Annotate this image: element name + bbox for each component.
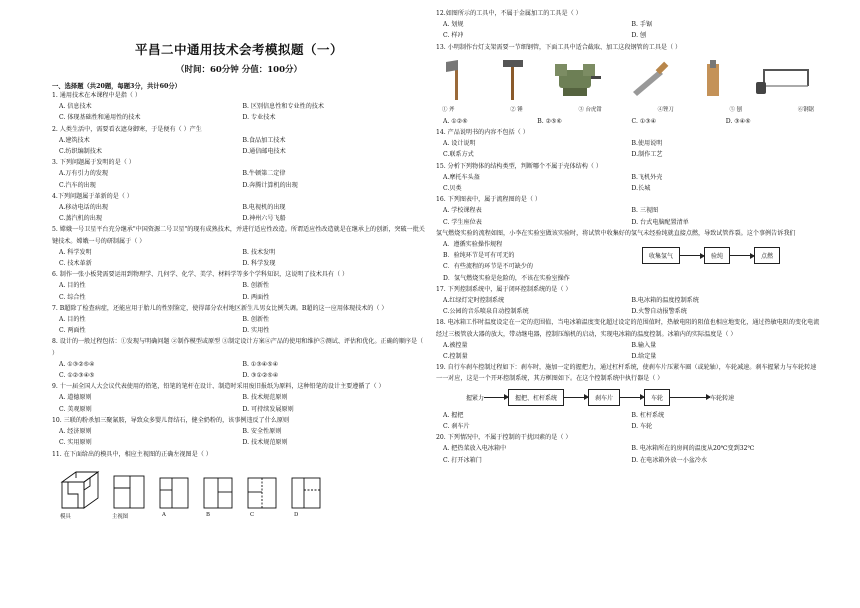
q13-tool-captions <box>442 105 814 113</box>
option: D. 车轮 <box>631 422 653 430</box>
question-stem: 11. 在下面给出的模具中，相应主视图的正确左视图是（ ） <box>52 450 212 458</box>
option: C. 技术革新 <box>59 260 92 268</box>
option: A.建筑技术 <box>59 136 90 144</box>
option: A.被控量 <box>443 341 468 349</box>
option: C. ①②③④⑤ <box>59 372 95 380</box>
option: B. 手锯 <box>631 21 653 29</box>
option: B. ①③④⑤④ <box>242 360 279 368</box>
option: B.使用说明 <box>631 140 663 148</box>
option: B. ②⑤⑥ <box>537 117 562 125</box>
question-stem: 17. 下列控制系统中，属于闭环控制系统的是（ ） <box>436 285 572 293</box>
option: D.长城 <box>631 185 651 193</box>
option-grid <box>52 280 426 302</box>
option-c-figure <box>246 474 278 510</box>
option: D. 两面性 <box>242 293 270 301</box>
question-stem: 7. B超除了检查病症，还能应用于胎儿的性别鉴定，使得部分农村地区新生儿男女比例失调。B超的这一应用体现技术的（ ） <box>52 304 388 312</box>
left-question-list <box>52 90 426 460</box>
bench-vise-icon <box>553 56 603 102</box>
option-a-figure <box>158 474 190 510</box>
question-stem: 6. 制作一张小板凳需要运用到物理学、几何学、化学、美学、材料学等多个学科知识，这说明了技术具有（ ） <box>52 271 349 279</box>
question-stem: 2. 人类生活中，需要看衣遮身御寒，于是便有（ ）产生 <box>52 125 202 133</box>
option: C.纺织编制技术 <box>59 148 102 156</box>
option: C.联系方式 <box>443 151 474 159</box>
option-d-figure <box>290 474 322 510</box>
option: A. 学校课程表 <box>443 207 482 215</box>
option: C.公园的音乐喷泉自动控制系统 <box>443 308 529 316</box>
question-stem: 14. 产品说明书的内容不包括（ ） <box>436 129 529 137</box>
flow-arrow <box>564 397 588 398</box>
option-grid <box>436 138 820 160</box>
question-stem: 氢气燃烧实验的流程如图，小李在实验室做该实验时，将试管中收集好的氢气未经验纯就直接点燃，导致试管炸裂。这个事例告诉我们 <box>436 229 796 237</box>
tool-caption-5: ⑤ 刨 <box>729 106 743 113</box>
question-stem: 9. 十一届全国人大会议代表使用的铅笔，铅笔的笔杆在设计、制造时采用废旧报纸为原料，这种铅笔的设计主要遵循了（ ） <box>52 383 385 391</box>
option: D. 可持续发展原则 <box>242 405 294 413</box>
question-stem: 20. 下列情况中，不属于控制的干扰因素的是（ ） <box>436 434 572 442</box>
option: D. 科学发现 <box>242 260 276 268</box>
option: C. 综合性 <box>59 293 86 301</box>
option-grid <box>52 392 426 414</box>
option: B. 安全性原则 <box>242 428 282 436</box>
option-grid <box>52 168 426 190</box>
option: A.摩托车头盔 <box>443 173 480 181</box>
option-grid <box>436 443 820 465</box>
option: D. ③①②⑤④ <box>242 372 279 380</box>
option-grid <box>52 101 426 123</box>
mold-isometric-figure <box>60 464 100 510</box>
q17-options <box>436 239 596 284</box>
plane-tool-icon <box>698 56 728 102</box>
option-grid <box>436 19 820 41</box>
flow-arrow <box>484 397 508 398</box>
option: D. 刨 <box>631 32 647 40</box>
brake-box-pad: 刹车片 <box>588 389 620 406</box>
option: C.汽车的出现 <box>59 181 96 189</box>
option-grid <box>436 205 820 227</box>
question-stem: 4.下列问题属于革新的是（ ） <box>52 192 133 200</box>
brake-input-label: 握紧力 <box>466 394 485 402</box>
option: B. 电冰箱所在的房间的温度从20℃变到32℃ <box>631 445 755 453</box>
option: D．氢气燃烧实验是危险的，不该在实验室操作 <box>443 274 570 282</box>
option: A. 科学发明 <box>59 248 92 256</box>
flow-box-ignite: 点燃 <box>754 247 780 264</box>
axe-icon <box>442 56 472 102</box>
right-question-list-d <box>436 410 820 466</box>
option: C. 美观原则 <box>59 405 92 413</box>
question-stem: 15. 分析下列物体的结构类型，判断哪个不属于壳体结构（ ） <box>436 162 602 170</box>
left-column <box>52 40 426 522</box>
option: C. 体现基础性和通用性的技术 <box>59 114 141 122</box>
option: A. 握把 <box>443 411 464 419</box>
exam-title: 平昌二中通用技术会考模拟题（一） <box>134 42 343 57</box>
option: D.通信邮电技术 <box>242 148 286 156</box>
option-grid <box>52 359 426 381</box>
brake-block-diagram <box>466 389 820 406</box>
tool-caption-3: ③ 台虎钳 <box>578 106 602 113</box>
option: A. ①③②⑤④ <box>59 360 95 368</box>
option: C. 样冲 <box>443 32 464 40</box>
flow-arrow <box>670 397 710 398</box>
question-stem: 3. 下列问题属于发明的是（ ） <box>52 159 135 167</box>
section-heading: 一、选择题（共20题，每题3分，共计60分） <box>52 83 181 90</box>
option-grid <box>52 202 426 224</box>
right-question-list-b <box>436 116 820 239</box>
question-stem: 8. 设计的一般过程包括：①发现与明确问题 ②制作模型或原型 ③制定设计方案④产品的使用和维护⑤测试、评估和优化。正确的顺序是（ ） <box>52 338 424 357</box>
q11-captions <box>60 512 426 520</box>
option: C．有些流程的环节是不可缺少的 <box>443 263 533 271</box>
option: D. 专业技术 <box>242 114 276 122</box>
option: C.控制量 <box>443 353 468 361</box>
caption-front-view: 主视图 <box>112 513 129 520</box>
question-stem: 19. 自行车刹车控制过程如下：刹车时，施加一定的握把力，通过杠杆系统，使刹车片压紧车圈（或轮轴），车轮减速。刹车握紧力与车轮转速一一对应，这是一个开环控制系统，其方框图如下。在这个控制系统中执行器是（ ） <box>436 364 817 383</box>
q11-figures <box>60 462 426 510</box>
option: B. 创新性 <box>242 316 270 324</box>
tool-caption-1: ① 斧 <box>442 106 455 113</box>
option: A.红绿灯定时控制系统 <box>443 297 505 305</box>
question-stem: 18. 电冰箱工作时温度设定在一定的范围值，当电冰箱温度变化超过设定的范围值时，热敏电阻的阻值也相应地变化，通过热敏电阻的变化电流经过三极管放大器的放大，带动继电器，控制压缩机的启动，实现电冰箱的温度控制。冰箱内的实际温度是（ ） <box>436 319 820 338</box>
flow-box-collect: 收集氢气 <box>642 247 680 264</box>
option: C. 打开冰箱门 <box>443 456 482 464</box>
brake-box-wheel: 车轮 <box>644 389 670 406</box>
flow-arrow <box>730 255 754 256</box>
option: B.电视机的出现 <box>242 204 286 212</box>
flow-box-verify: 验纯 <box>704 247 730 264</box>
tool-caption-4: ④锉刀 <box>657 106 674 113</box>
front-view-figure <box>112 470 146 510</box>
caption-mold: 模具 <box>60 513 71 520</box>
option: A. 道德原则 <box>59 394 92 402</box>
option: C. 实用原则 <box>59 439 92 447</box>
option: B.电冰箱的温度控制系统 <box>631 297 699 305</box>
question-stem: 13. 小明制作台灯支架需要一节细钢管，下面工具中适合截取、加工这段钢管的工具是（ ） <box>436 43 682 51</box>
question-stem: 5. 嫦娥一号卫星平台充分继承"中国资源二号卫星"的现有成熟技术，并进行适应性改造。所谓适应性改造就是在继承上的创新，突破一批关键技术。嫦娥一号的研制属于（ ） <box>52 226 425 245</box>
option-grid <box>52 135 426 157</box>
option-grid <box>436 340 820 362</box>
option: B.飞机外壳 <box>631 173 663 181</box>
right-question-list-a <box>436 8 820 53</box>
option-grid <box>52 314 426 336</box>
option: C. 学生座位表 <box>443 218 482 226</box>
option: A. 目的性 <box>59 316 86 324</box>
option: B. 区别信息性和专业性的技术 <box>242 103 324 111</box>
option: C. 刹车片 <box>443 422 470 430</box>
option-grid <box>52 426 426 448</box>
option: A. 把热菜放入电冰箱中 <box>443 445 507 453</box>
flow-arrow <box>620 397 644 398</box>
option: B. 杠杆系统 <box>631 411 665 419</box>
option: B. 技术规范原则 <box>242 394 288 402</box>
option: D. 台式电脑配置清单 <box>631 218 689 226</box>
option: B．验纯环节是可有可无的 <box>443 252 515 260</box>
hammer-icon <box>498 56 528 102</box>
option: D. 技术规范原则 <box>242 439 288 447</box>
option: A.万有引力的发现 <box>59 170 108 178</box>
hacksaw-icon <box>754 56 814 102</box>
h2-flowchart <box>642 247 780 264</box>
right-column <box>436 8 820 466</box>
caption-c: C <box>250 511 255 518</box>
tool-caption-6: ⑥钢锯 <box>797 106 814 113</box>
caption-d: D <box>294 511 299 518</box>
brake-output-label: 车轮转速 <box>710 394 735 402</box>
option: A. 经济原则 <box>59 428 92 436</box>
file-tool-icon <box>629 56 673 102</box>
option: D.奔腾计算机的出现 <box>242 181 298 189</box>
tool-caption-2: ② 锤 <box>510 106 523 113</box>
option-grid <box>436 172 820 194</box>
option: C.贝类 <box>443 185 462 193</box>
exam-subtitle: （时间：60分钟 分值：100分） <box>175 65 303 75</box>
option: C. 两面性 <box>59 327 86 335</box>
option-grid <box>436 410 820 432</box>
option: D.神州六号飞船 <box>242 215 286 223</box>
option: D. 在电冰箱外放一小盆冷水 <box>631 456 708 464</box>
option-b-figure <box>202 474 234 510</box>
question-stem: 1. 通用技术在本课程中是指（ ） <box>52 92 141 99</box>
option: C. ①③④ <box>631 117 657 125</box>
option-grid <box>52 247 426 269</box>
option: A. 信息技术 <box>59 103 92 111</box>
option-grid <box>436 295 820 317</box>
option: B.牛顿第二定律 <box>242 170 286 178</box>
option: A. 划规 <box>443 21 464 29</box>
question-stem: 10. 三联的粉杀加三聚氰胺，导致众多婴儿肾结石，健全奶粉的，该事例违反了什么原则 <box>52 416 290 424</box>
option: A. 设计说明 <box>443 140 476 148</box>
caption-b: B <box>206 511 210 518</box>
option: D.制作工艺 <box>631 151 663 159</box>
option: D. ③④⑥ <box>725 117 751 125</box>
right-question-list-c <box>436 284 820 385</box>
option: B.食品加工技术 <box>242 136 286 144</box>
question-stem: 16. 下列图表中，属于流程图的是（ ） <box>436 196 541 204</box>
caption-a: A <box>162 511 166 518</box>
q17-row <box>436 239 820 284</box>
question-stem: 12.如图所示的工具中，不属于金属加工的工具是（ ） <box>436 10 582 17</box>
option: C.蒸汽机的出现 <box>59 215 102 223</box>
option: D. 实用性 <box>242 327 270 335</box>
option: D.给定量 <box>631 353 657 361</box>
brake-box-lever: 握把、杠杆系统 <box>508 389 564 406</box>
option: B. 创新性 <box>242 282 270 290</box>
option-grid <box>436 116 820 127</box>
option: B. 三视图 <box>631 207 659 215</box>
option: A. 目的性 <box>59 282 86 290</box>
flow-arrow <box>680 255 704 256</box>
q13-tools-figure <box>442 56 814 102</box>
option: A．遵循实验操作规程 <box>443 241 503 249</box>
option: A.移动电话的出现 <box>59 204 108 212</box>
option: D.火警自动报警系统 <box>631 308 687 316</box>
option: B. 技术发明 <box>242 248 276 256</box>
option: B.输入量 <box>631 341 657 349</box>
option: A. ①②⑥ <box>443 117 468 125</box>
